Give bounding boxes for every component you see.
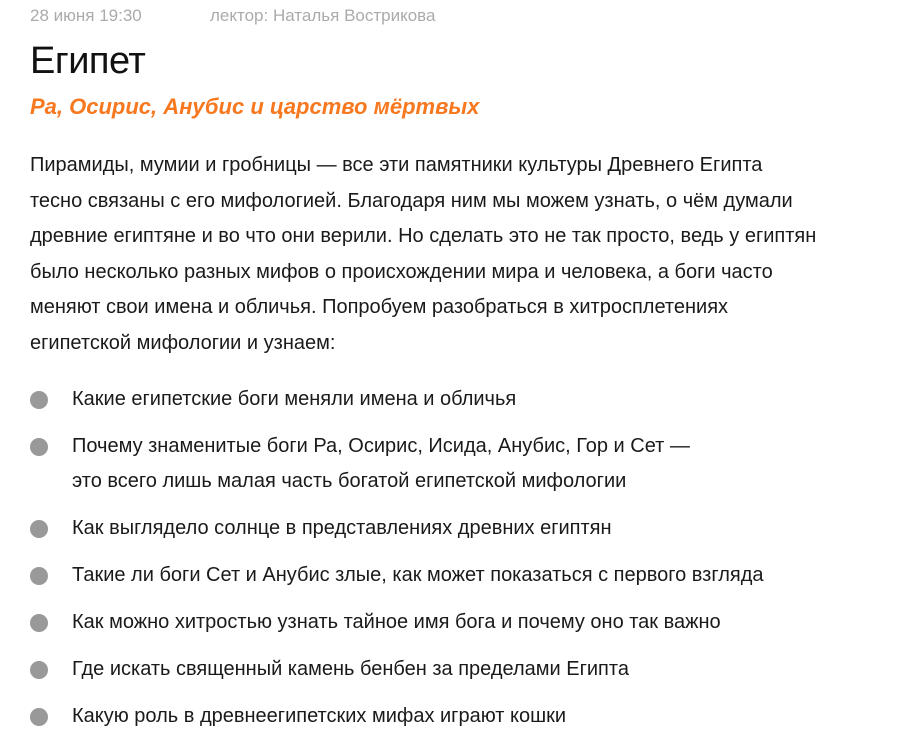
topic-item	[30, 699, 890, 734]
topic-text: Как выглядело солнце в представлениях древних египтян	[72, 517, 612, 539]
topic-item	[30, 429, 890, 499]
topic-text: Какую роль в древнеегипетских мифах играют кошки	[72, 705, 567, 727]
lecture-subtitle: Ра, Осирис, Анубис и царство мёртвых	[30, 94, 480, 119]
topic-item	[30, 382, 890, 417]
topic-text: Где искать священный камень бенбен за пределами Египта	[72, 658, 629, 680]
topic-item	[30, 511, 890, 546]
bullet-icon	[30, 567, 48, 585]
intro-line: меняют свои имена и обличья. Попробуем разобраться в хитросплетениях	[30, 296, 729, 318]
topic-text: Как можно хитростью узнать тайное имя бога и почему оно так важно	[72, 611, 721, 633]
topics-list	[30, 382, 890, 746]
intro-line: древние египтяне и во что они верили. Но сделать это не так просто, ведь у египтян	[30, 225, 817, 247]
topic-item	[30, 605, 890, 640]
bullet-icon	[30, 661, 48, 679]
lecture-meta	[30, 6, 436, 26]
intro-paragraph	[30, 148, 890, 361]
lecture-title: Египет	[30, 40, 146, 82]
bullet-icon	[30, 708, 48, 726]
topic-text: Какие египетские боги меняли имена и обличья	[72, 388, 517, 410]
bullet-icon	[30, 438, 48, 456]
bullet-icon	[30, 520, 48, 538]
topic-item	[30, 652, 890, 687]
bullet-icon	[30, 391, 48, 409]
intro-line: было несколько разных мифов о происхождении мира и человека, а боги часто	[30, 260, 773, 283]
lecture-datetime: 28 июня 19:30	[30, 6, 142, 25]
bullet-icon	[30, 614, 48, 632]
intro-line: египетской мифологии и узнаем:	[30, 331, 336, 354]
intro-line: Пирамиды, мумии и гробницы — все эти памятники культуры Древнего Египта	[30, 154, 763, 176]
topic-text: Почему знаменитые боги Ра, Осирис, Исида, Анубис, Гор и Сет —	[72, 435, 690, 457]
topic-text: Такие ли боги Сет и Анубис злые, как может показаться с первого взгляда	[72, 564, 764, 586]
lecturer-name: лектор: Наталья Вострикова	[210, 6, 436, 25]
topic-item	[30, 558, 890, 593]
topic-text: это всего лишь малая часть богатой египетской мифологии	[72, 470, 627, 492]
intro-line: тесно связаны с его мифологией. Благодаря ним мы можем узнать, о чём думали	[30, 189, 793, 212]
